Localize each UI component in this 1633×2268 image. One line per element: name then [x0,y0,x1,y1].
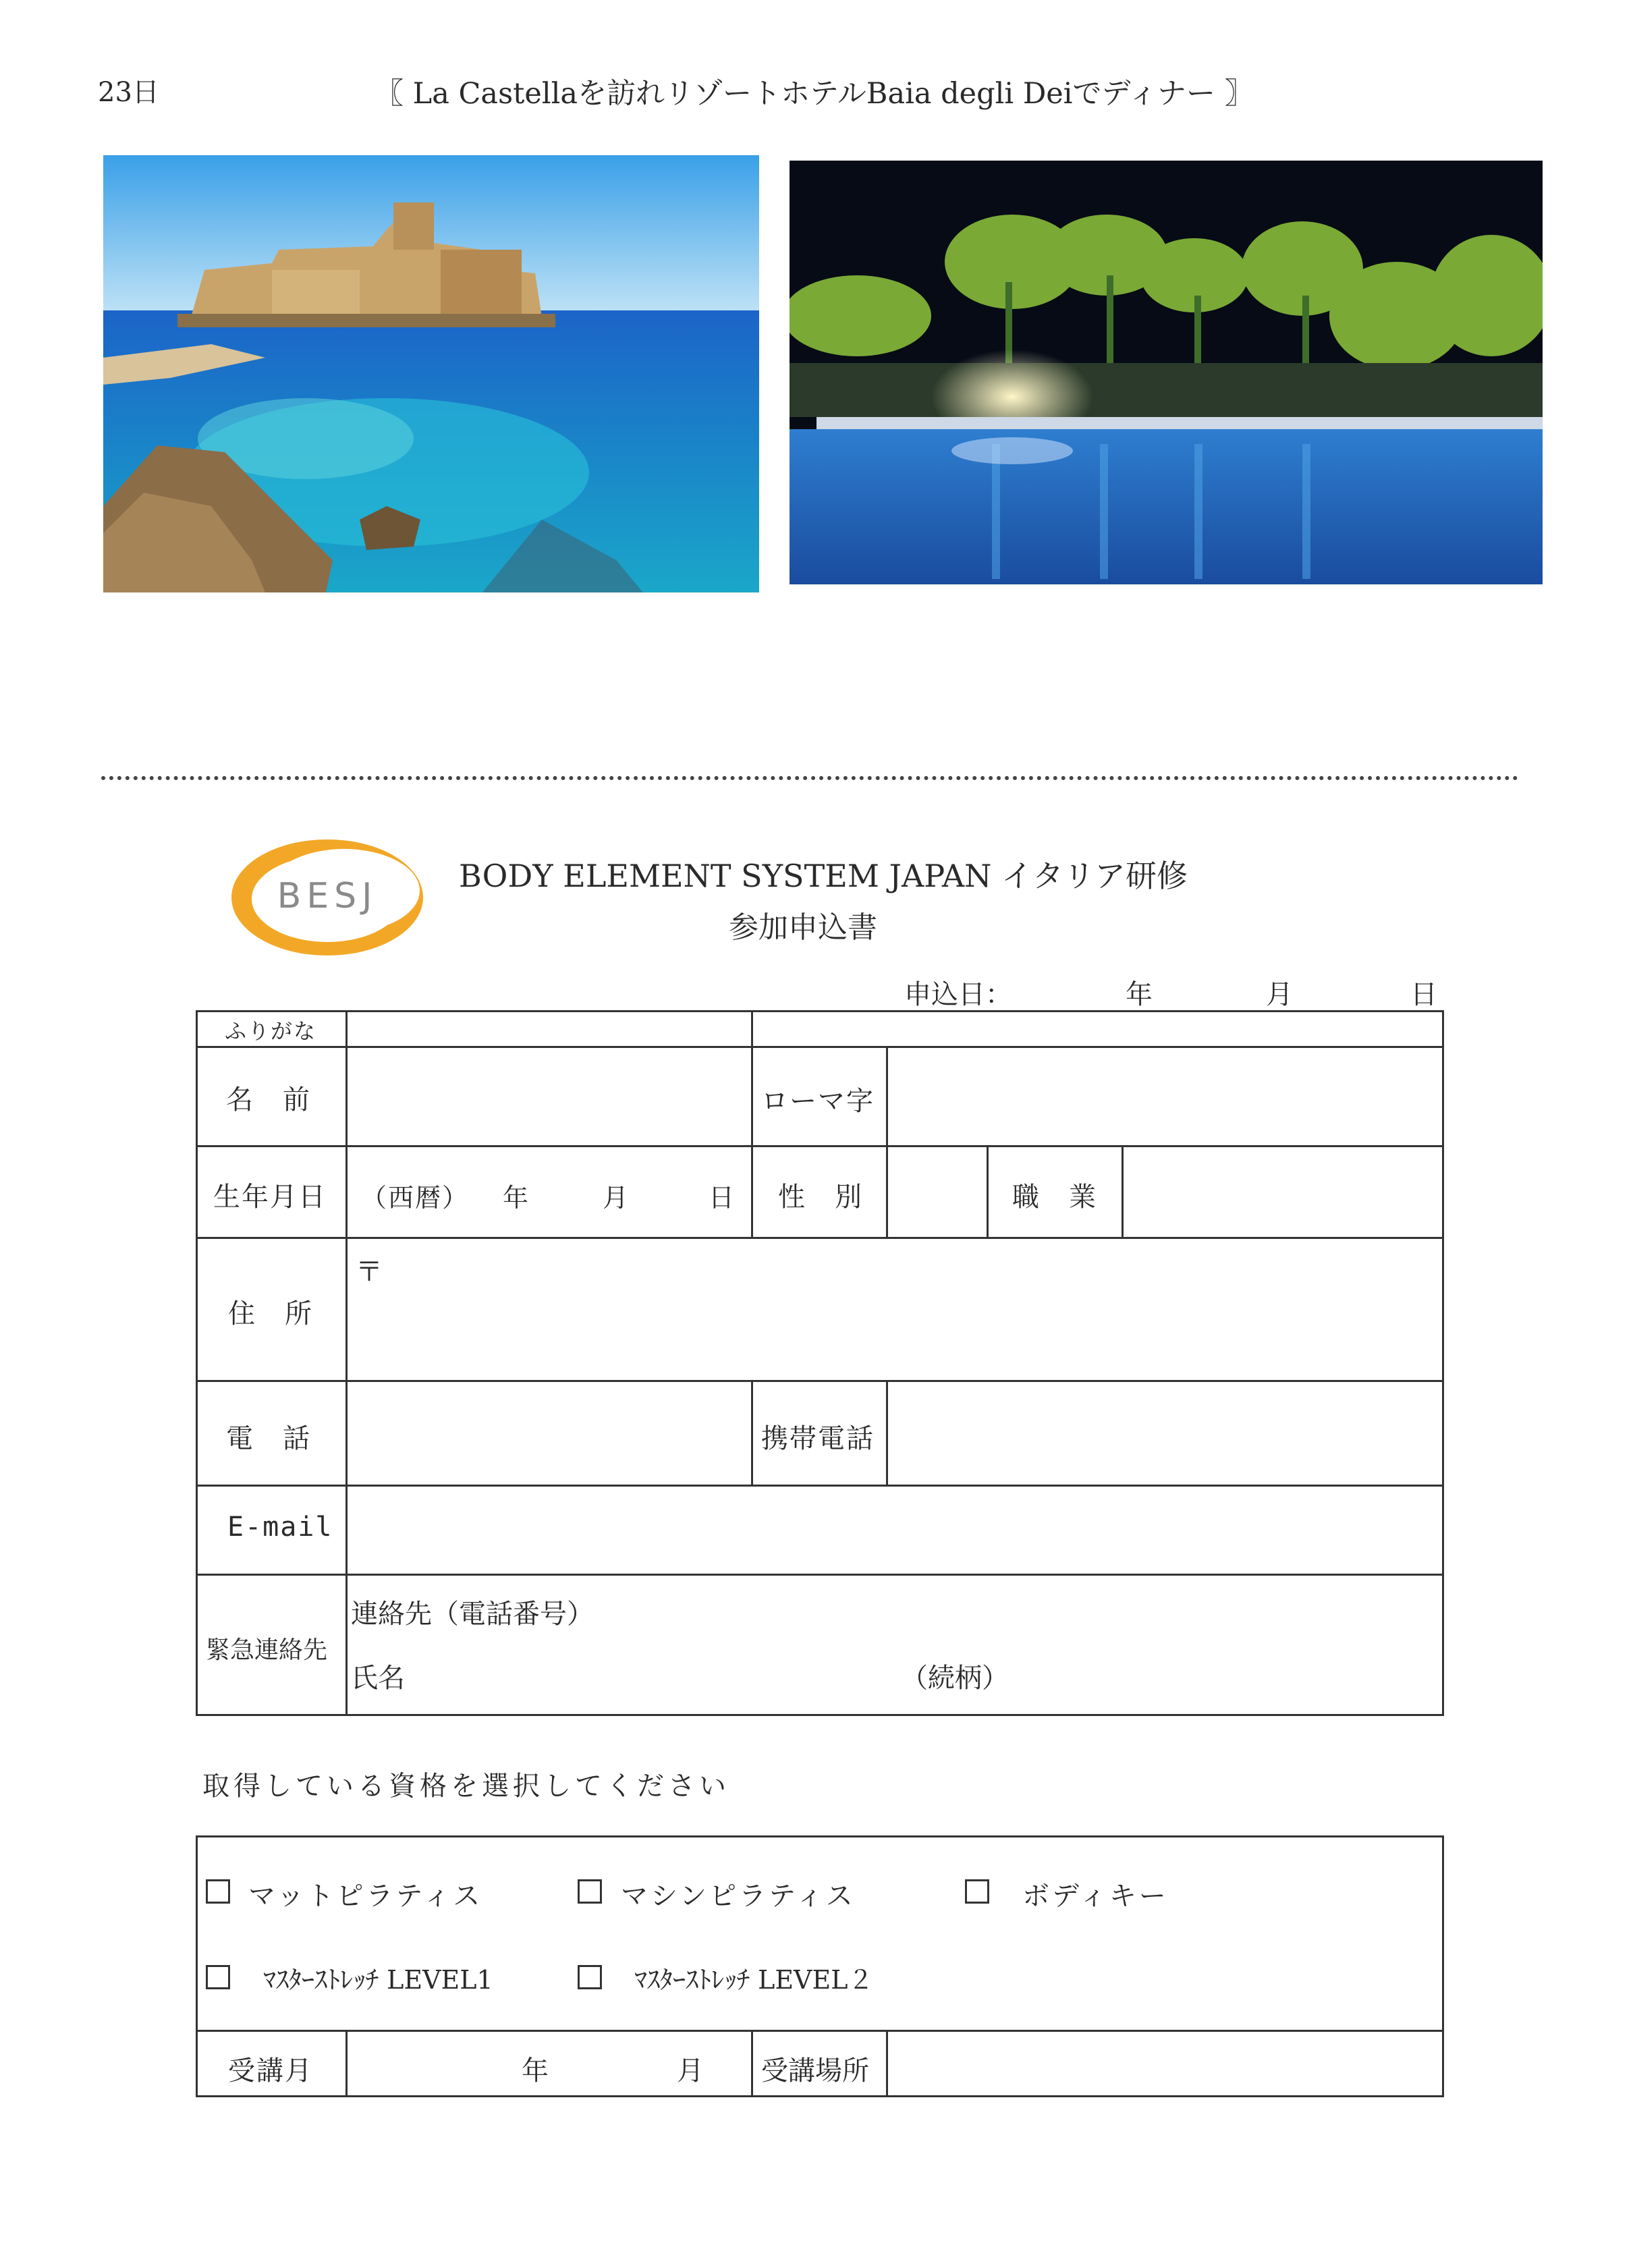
course-month-unit: 月 [677,2055,705,2086]
qualification-prompt: 取得している資格を選択してください [202,1771,730,1802]
emergency-label: 緊急連絡先 [206,1636,328,1664]
birth-month-label: 月 [603,1183,630,1213]
table-line [751,2030,753,2097]
logo-text: BESJ [277,876,378,916]
table-line [345,2030,348,2097]
resort-pool-night-photo [790,161,1543,584]
apply-date-day: 日 [1410,979,1437,1010]
table-line [1442,1835,1444,2097]
romaji-label: ローマ字 [761,1086,875,1117]
castle-photo-image [103,155,759,592]
master-stretch-level1-label: ﾏｽﾀｰｽﾄﾚｯﾁ LEVEL1 [263,1965,493,1995]
form-title: 参加申込書 [729,910,877,945]
course-place-label: 受講場所 [761,2055,869,2086]
address-input[interactable] [348,1239,1440,1378]
gender-label: 性 別 [778,1182,863,1213]
course-month-label: 受講月 [228,2055,313,2086]
table-line [196,1835,198,2097]
apply-date-label: 申込日： [904,979,1012,1010]
occupation-input[interactable] [1124,1147,1440,1235]
emergency-contact-label: 連絡先（電話番号） [351,1599,594,1630]
address-label: 住 所 [228,1298,313,1329]
course-place-input[interactable] [888,2032,1440,2094]
mat-pilates-checkbox[interactable] [206,1879,230,1904]
email-label: E-mail [227,1512,333,1543]
birth-era-label: （西暦） [361,1183,470,1213]
emergency-relation-label: （続柄） [901,1663,1009,1694]
page-heading: 〖 La Castellaを訪れリゾートホテルBaia degli Deiでディナー 〗 [375,77,1254,111]
table-line [751,1380,753,1485]
cut-line [101,776,1518,780]
table-line [196,1835,1444,1837]
apply-date-year: 年 [1126,979,1153,1010]
emergency-input[interactable] [348,1576,1440,1712]
phone-input[interactable] [348,1382,749,1483]
name-input[interactable] [348,1048,749,1144]
mobile-input[interactable] [888,1382,1440,1483]
master-stretch-level2-label: ﾏｽﾀｰｽﾄﾚｯﾁ LEVEL２ [634,1965,874,1995]
phone-label: 電 話 [226,1423,311,1454]
emergency-name-label: 氏名 [351,1663,405,1694]
form-organization: BODY ELEMENT SYSTEM JAPAN イタリア研修 [459,858,1188,894]
machine-pilates-label: マシンピラティス [621,1881,856,1912]
postal-mark: 〒 [356,1256,384,1288]
table-line [345,1010,348,1716]
table-line [987,1145,989,1237]
romaji-input[interactable] [888,1048,1440,1144]
machine-pilates-checkbox[interactable] [578,1879,602,1904]
mobile-label: 携帯電話 [761,1423,875,1454]
furigana-input-right[interactable] [753,1012,1440,1045]
occupation-label: 職 業 [1012,1182,1097,1213]
birth-label: 生年月日 [213,1182,327,1213]
course-year-label: 年 [522,2055,550,2086]
birth-year-label: 年 [503,1183,530,1213]
birth-day-label: 日 [709,1183,736,1213]
table-line [1442,1010,1444,1716]
day-label: 23日 [98,77,159,108]
name-label: 名 前 [226,1084,311,1115]
besj-logo [226,833,428,962]
bodykey-label: ボディキー [1022,1881,1169,1912]
course-month-input[interactable] [348,2032,749,2094]
email-input[interactable] [348,1487,1440,1572]
furigana-label: ふりがな [225,1018,317,1044]
castle-photo [103,155,759,592]
master-stretch-level1-checkbox[interactable] [206,1965,230,1989]
table-line [196,1010,198,1716]
besj-logo-mark [226,833,428,962]
table-line [196,2095,1444,2097]
furigana-input[interactable] [348,1012,749,1045]
mat-pilates-label: マットピラティス [248,1881,483,1912]
bodykey-checkbox[interactable] [965,1879,989,1904]
table-line [196,1714,1444,1716]
resort-pool-night-photo-image [790,161,1543,584]
gender-input[interactable] [888,1147,985,1235]
apply-date-month: 月 [1266,979,1293,1010]
master-stretch-level2-checkbox[interactable] [578,1965,602,1989]
